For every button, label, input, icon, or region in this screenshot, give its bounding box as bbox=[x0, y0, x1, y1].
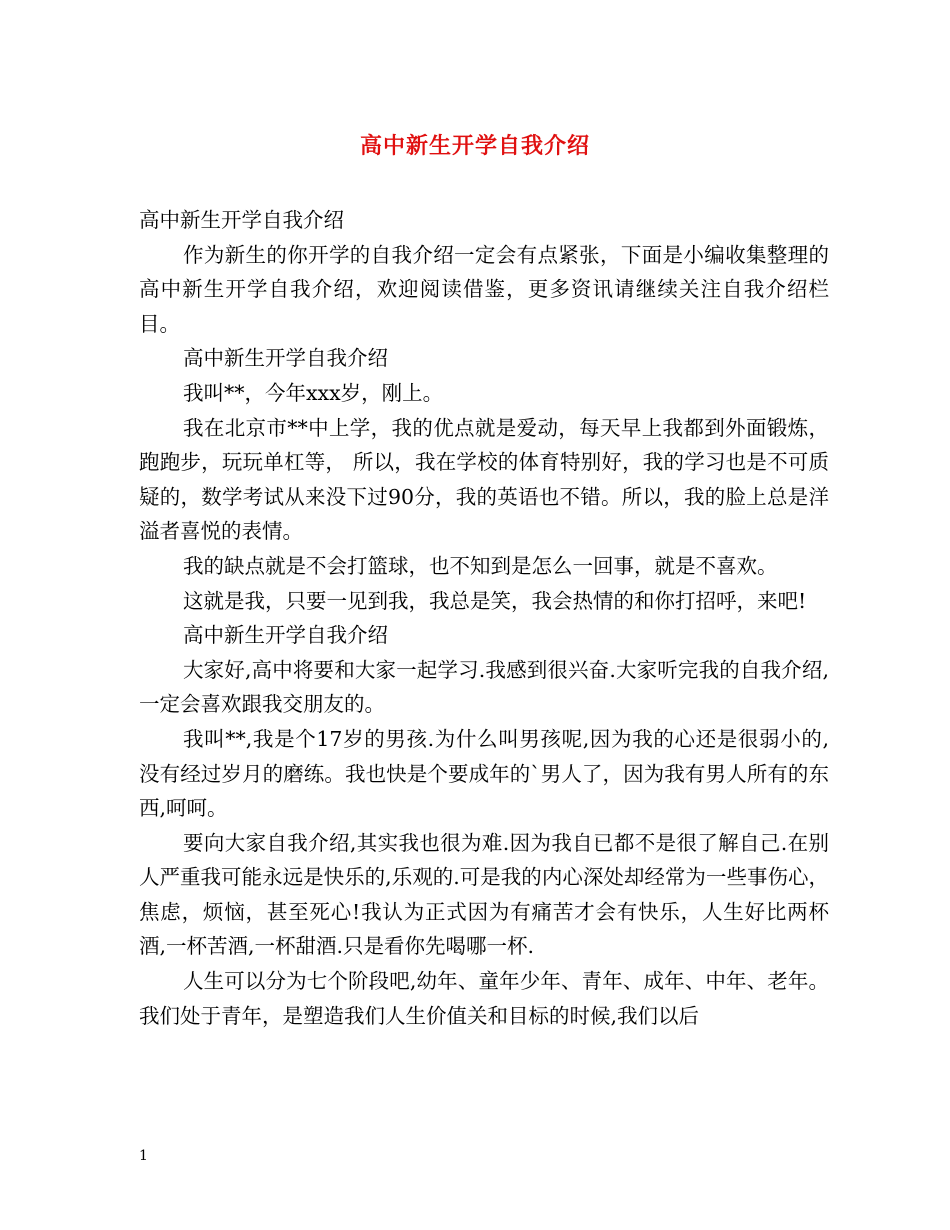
paragraph: 要向大家自我介绍,其实我也很为难.因为我自已都不是很了解自己.在别人严重我可能永远是快乐的,乐观的.可是我的内心深处却经常为一些事伤心，焦虑，烦恼，甚至死心!我认为正式因为有痛苦才会有快乐，人生好比两杯酒,一杯苦酒,一杯甜酒.只是看你先喝哪一杯. bbox=[139, 830, 829, 959]
paragraph: 我叫**,我是个17岁的男孩.为什么叫男孩呢,因为我的心还是很弱小的,没有经过岁月的磨练。我也快是个要成年的`男人了，因为我有男人所有的东西,呵呵。 bbox=[139, 726, 829, 821]
paragraph: 我的缺点就是不会打篮球，也不知到是怎么一回事，就是不喜欢。 bbox=[183, 553, 778, 578]
paragraph: 作为新生的你开学的自我介绍一定会有点紧张，下面是小编收集整理的高中新生开学自我介绍，欢迎阅读借鉴，更多资讯请继续关注自我介绍栏目。 bbox=[139, 242, 829, 336]
paragraph: 人生可以分为七个阶段吧,幼年、童年少年、青年、成年、中年、老年。我们处于青年，是塑造我们人生价值关和目标的时候,我们以后 bbox=[139, 969, 829, 1028]
paragraph-heading: 高中新生开学自我介绍 bbox=[183, 346, 388, 371]
paragraph: 我叫**，今年xxx岁，刚上。 bbox=[183, 380, 444, 405]
document-body bbox=[139, 203, 829, 1033]
paragraph-heading: 高中新生开学自我介绍 bbox=[183, 623, 388, 648]
paragraph: 这就是我，只要一见到我，我总是笑，我会热情的和你打招呼，来吧! bbox=[183, 588, 807, 613]
paragraph: 我在北京市**中上学，我的优点就是爱动，每天早上我都到外面锻炼，跑跑步，玩玩单杠等， 所以，我在学校的体育特别好，我的学习也是不可质疑的，数学考试从来没下过90分，我的英语也不错。所以，我的脸上总是洋溢者喜悦的表情。 bbox=[139, 415, 829, 544]
document-title: 高中新生开学自我介绍 bbox=[359, 134, 590, 159]
paragraph-heading: 高中新生开学自我介绍 bbox=[139, 208, 344, 232]
page-number: 1 bbox=[139, 1148, 148, 1164]
paragraph: 大家好,高中将要和大家一起学习.我感到很兴奋.大家听完我的自我介绍,一定会喜欢跟我交朋友的。 bbox=[139, 657, 829, 717]
